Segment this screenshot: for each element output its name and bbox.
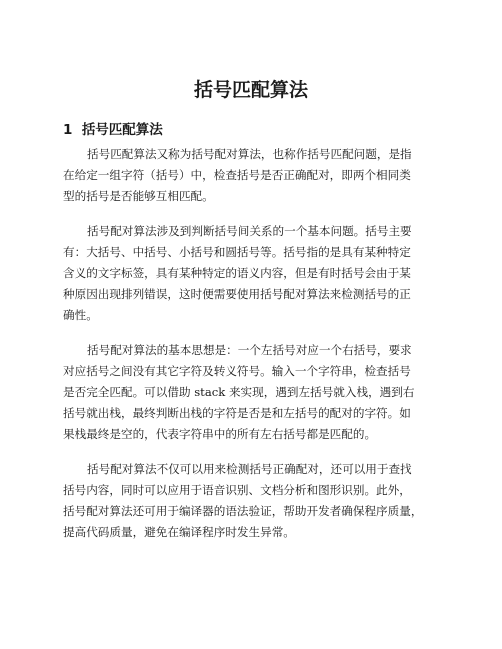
paragraph-line: 种原因出现排列错误，这时便需要使用括号配对算法来检测括号的正 [63,287,411,301]
section-heading [63,121,163,139]
paragraph-line: 对应括号之间没有其它字符及转义符号。输入一个字符串，检查括号 [63,364,411,378]
paragraph-line: 括号配对算法涉及到判断括号间关系的一个基本问题。括号主要 [87,224,412,238]
paragraph-line: 在给定一组字符（括号）中，检查括号是否正确配对，即两个相同类 [63,168,411,182]
paragraph-line: 括号就出栈，最终判断出栈的字符是否是和左括号的配对的字符。如 [63,406,411,420]
paragraph-line: 型的括号是否能够互相匹配。 [63,189,214,203]
section-number: 1 [63,122,73,138]
paragraph-line: 有：大括号、中括号、小括号和圆括号等。括号指的是具有某种特定 [63,245,411,259]
paragraph-line: 含义的文字标签，具有某种特定的语义内容，但是有时括号会由于某 [63,266,411,280]
paragraph-line: 提高代码质量，避免在编译程序时发生异常。 [63,525,295,539]
paragraph-line: 括号配对算法的基本思想是：一个左括号对应一个右括号，要求 [87,343,412,357]
paragraph-line: 括号内容，同时可以应用于语音识别、文档分析和图形识别。此外， [63,483,411,497]
page-title: 括号匹配算法 [193,79,308,101]
section-title: 括号匹配算法 [81,122,163,138]
paragraph-line: 括号配对算法不仅可以用来检测括号正确配对，还可以用于查找 [87,462,412,476]
paragraph-line: 括号配对算法还可用于编译器的语法验证，帮助开发者确保程序质量， [63,504,423,518]
paragraph-line: 果栈最终是空的，代表字符串中的所有左右括号都是匹配的。 [63,427,377,441]
paragraph-line: 确性。 [63,308,98,322]
paragraph-line: 括号匹配算法又称为括号配对算法，也称作括号匹配问题，是指 [87,147,412,161]
paragraph-line: 是否完全匹配。可以借助 stack 来实现，遇到左括号就入栈，遇到右 [63,385,415,399]
